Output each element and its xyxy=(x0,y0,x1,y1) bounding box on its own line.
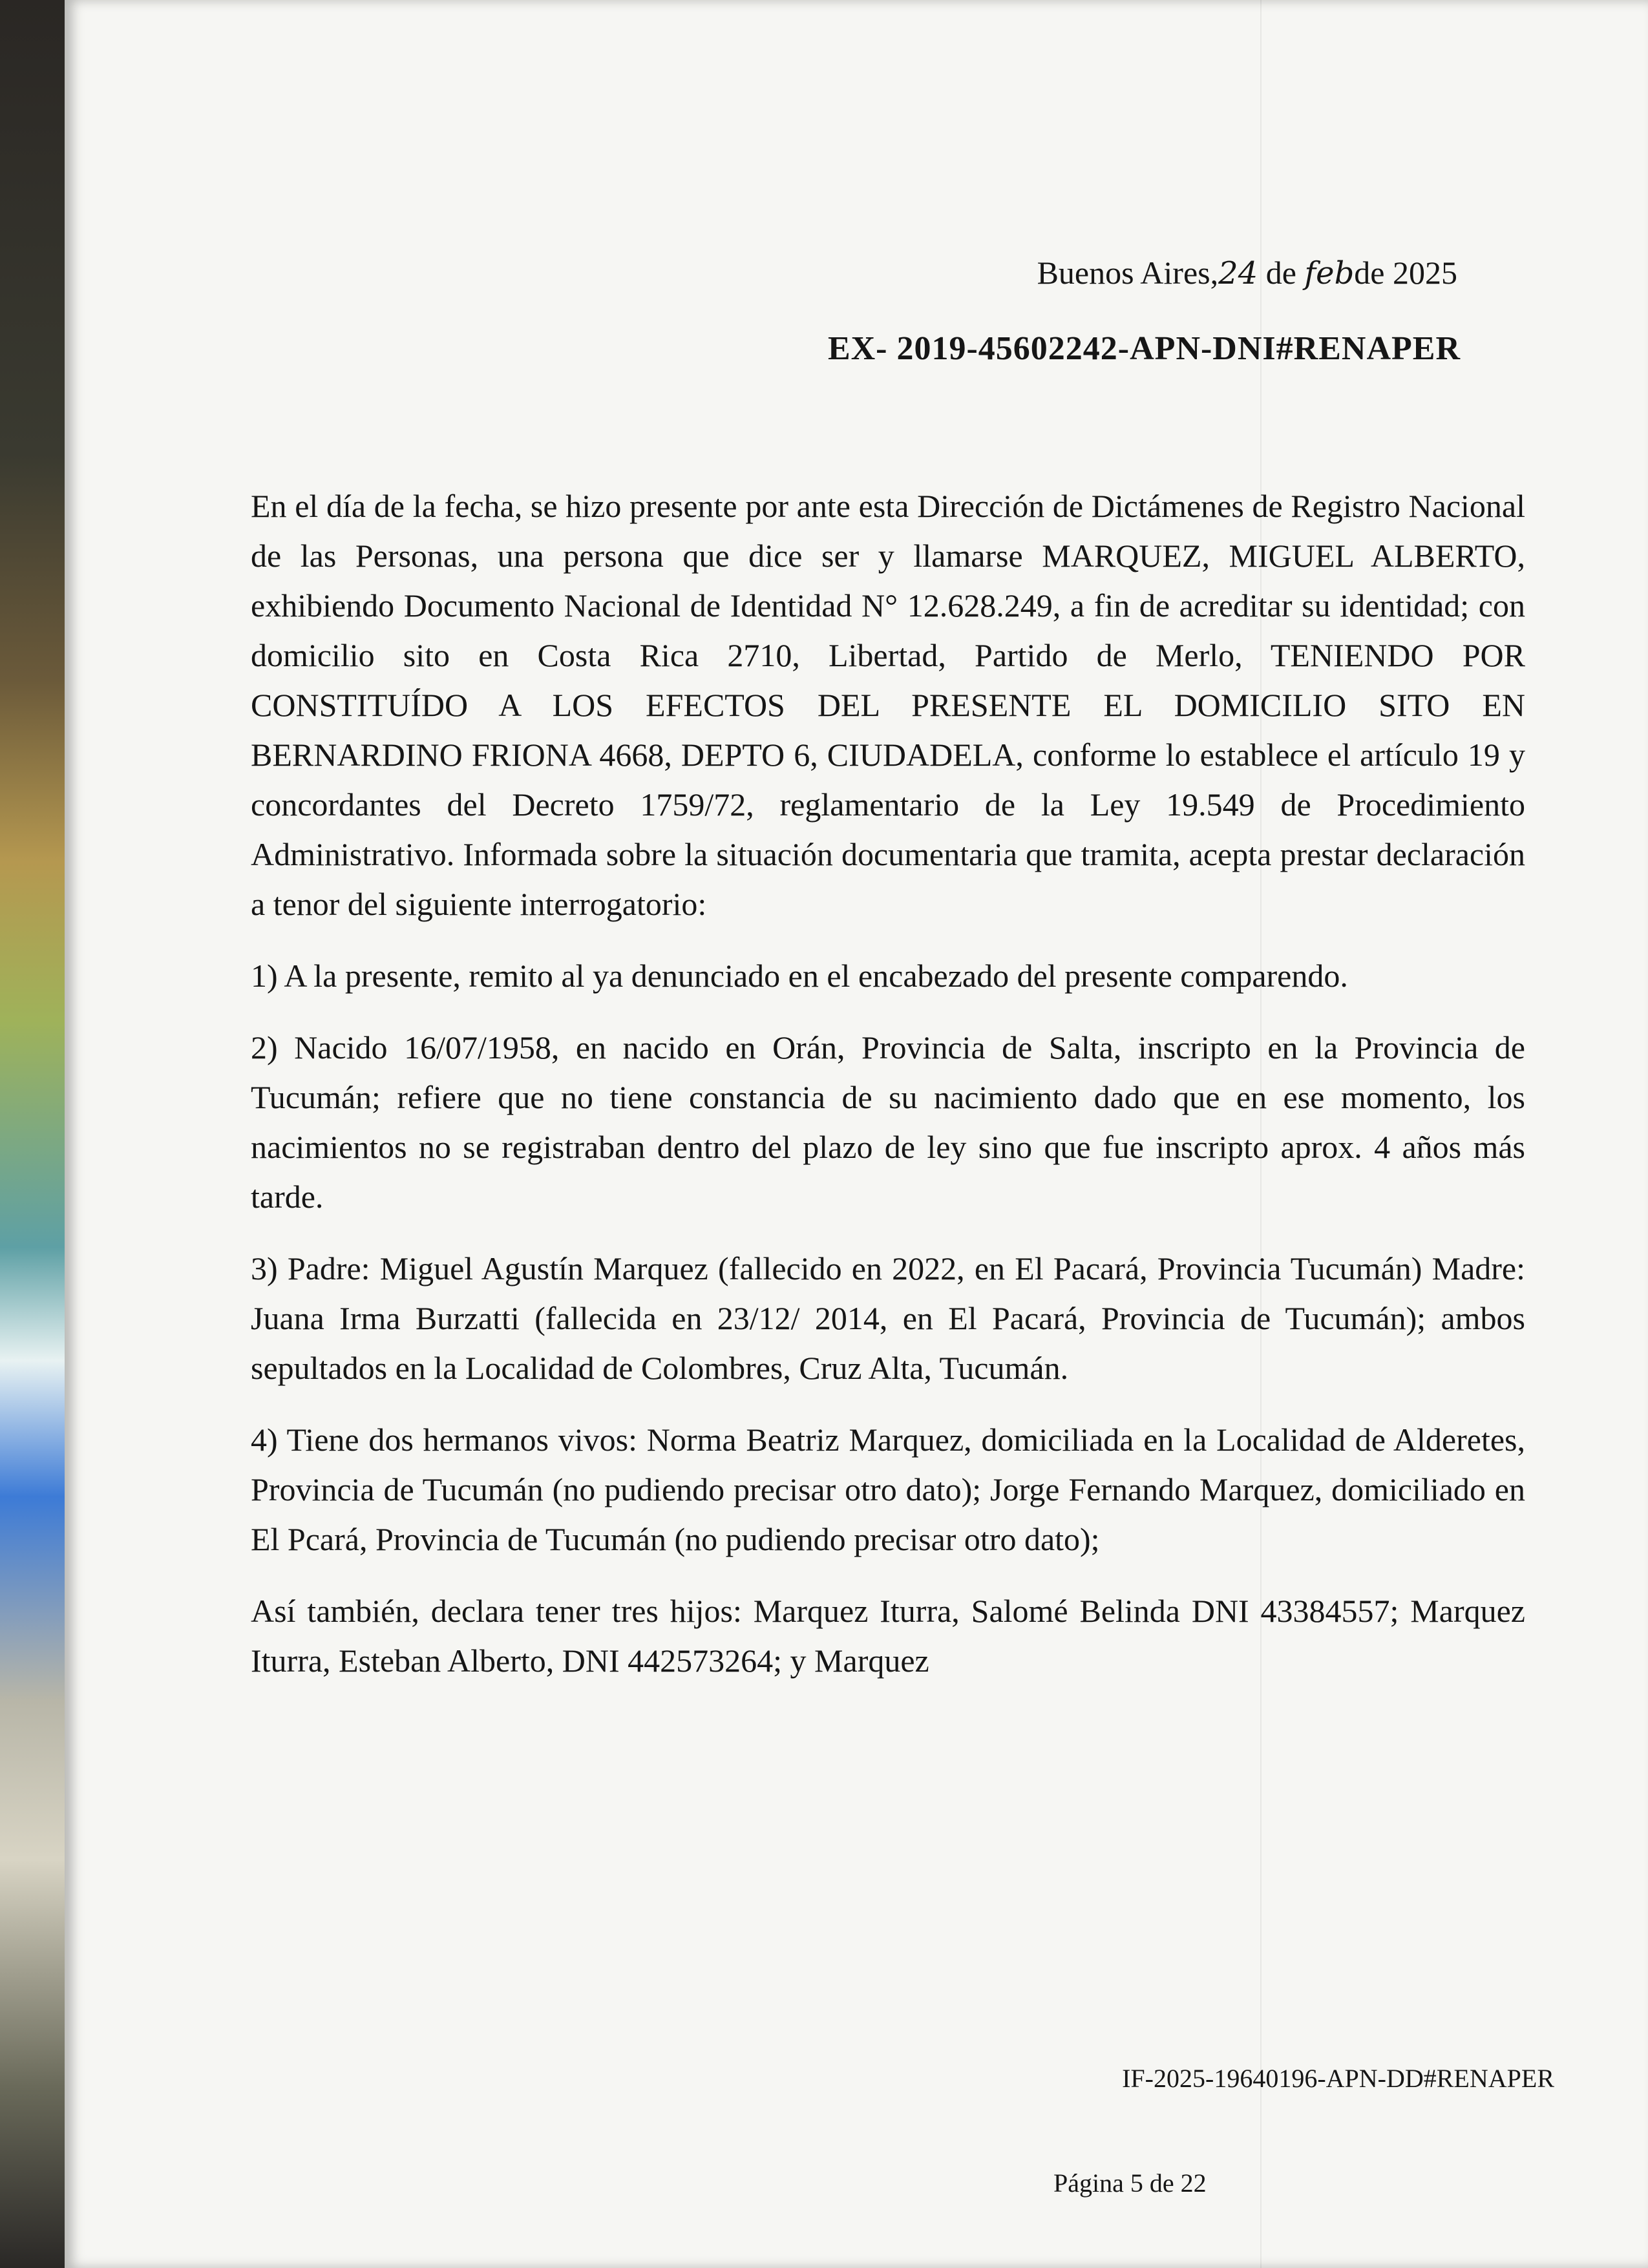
date-suffix: de 2025 xyxy=(1354,255,1457,291)
date-prefix: Buenos Aires, xyxy=(1037,255,1219,291)
paragraph-item-1: 1) A la presente, remito al ya denunciado en el encabezado del presente comparendo. xyxy=(251,958,1348,994)
handwritten-month: feb xyxy=(1304,255,1355,291)
handwritten-day: 24 xyxy=(1218,255,1258,291)
paragraph-item-2: 2) Nacido 16/07/1958, en nacido en Orán, Provincia de Salta, inscripto en la Provincia de Tucumán; refiere que no tiene constancia de su nacimiento dado que en ese momento, los nacimientos no se registraban dentro del plazo de ley sino que fue inscripto aprox. 4 años más tarde. xyxy=(251,1029,1525,1215)
paragraph-item-3: 3) Padre: Miguel Agustín Marquez (fallecido en 2022, en El Pacará, Provincia Tucumán) Madre: Juana Irma Burzatti (fallecida en 23/12/ 2014, en El Pacará, Provincia de Tucumán); ambos sepultados en la Localidad de Colombres, Cruz Alta, Tucumán. xyxy=(251,1250,1525,1386)
document-body xyxy=(251,481,1525,1708)
document-page xyxy=(65,0,1648,2268)
page-number: Página 5 de 22 xyxy=(1053,2168,1207,2198)
document-reference: IF-2025-19640196-APN-DD#RENAPER xyxy=(1122,2064,1554,2093)
paragraph-item-4: 4) Tiene dos hermanos vivos: Norma Beatriz Marquez, domiciliada en la Localidad de Alderetes, Provincia de Tucumán (no pudiendo precisar otro dato); Jorge Fernando Marquez, domiciliado en El Pcará, Provincia de Tucumán (no pudiendo precisar otro dato); xyxy=(251,1422,1525,1557)
paragraph-intro: En el día de la fecha, se hizo presente por ante esta Dirección de Dictámenes de Registro Nacional de las Personas, una persona que dice ser y llamarse MARQUEZ, MIGUEL ALBERTO, exhibiendo Documento Nacional de Identidad N° 12.628.249, a fin de acreditar su identidad; con domicilio sito en Costa Rica 2710, Libertad, Partido de Merlo, TENIENDO POR CONSTITUÍDO A LOS EFECTOS DEL PRESENTE EL DOMICILIO SITO EN BERNARDINO FRIONA 4668, DEPTO 6, CIUDADELA, conforme lo establece el artículo 19 y concordantes del Decreto 1759/72, reglamentario de la Ley 19.549 de Procedimiento Administrativo. Informada sobre la situación documentaria que tramita, acepta prestar declaración a tenor del siguiente interrogatorio: xyxy=(251,488,1525,922)
paragraph-children: Así también, declara tener tres hijos: Marquez Iturra, Salomé Belinda DNI 43384557; Marquez Iturra, Esteban Alberto, DNI 442573264; y Marquez xyxy=(251,1593,1525,1679)
date-de: de xyxy=(1265,255,1296,291)
date-line xyxy=(1037,254,1457,291)
expediente-number: EX- 2019-45602242-APN-DNI#RENAPER xyxy=(827,330,1461,367)
scan-edge xyxy=(0,0,65,2268)
